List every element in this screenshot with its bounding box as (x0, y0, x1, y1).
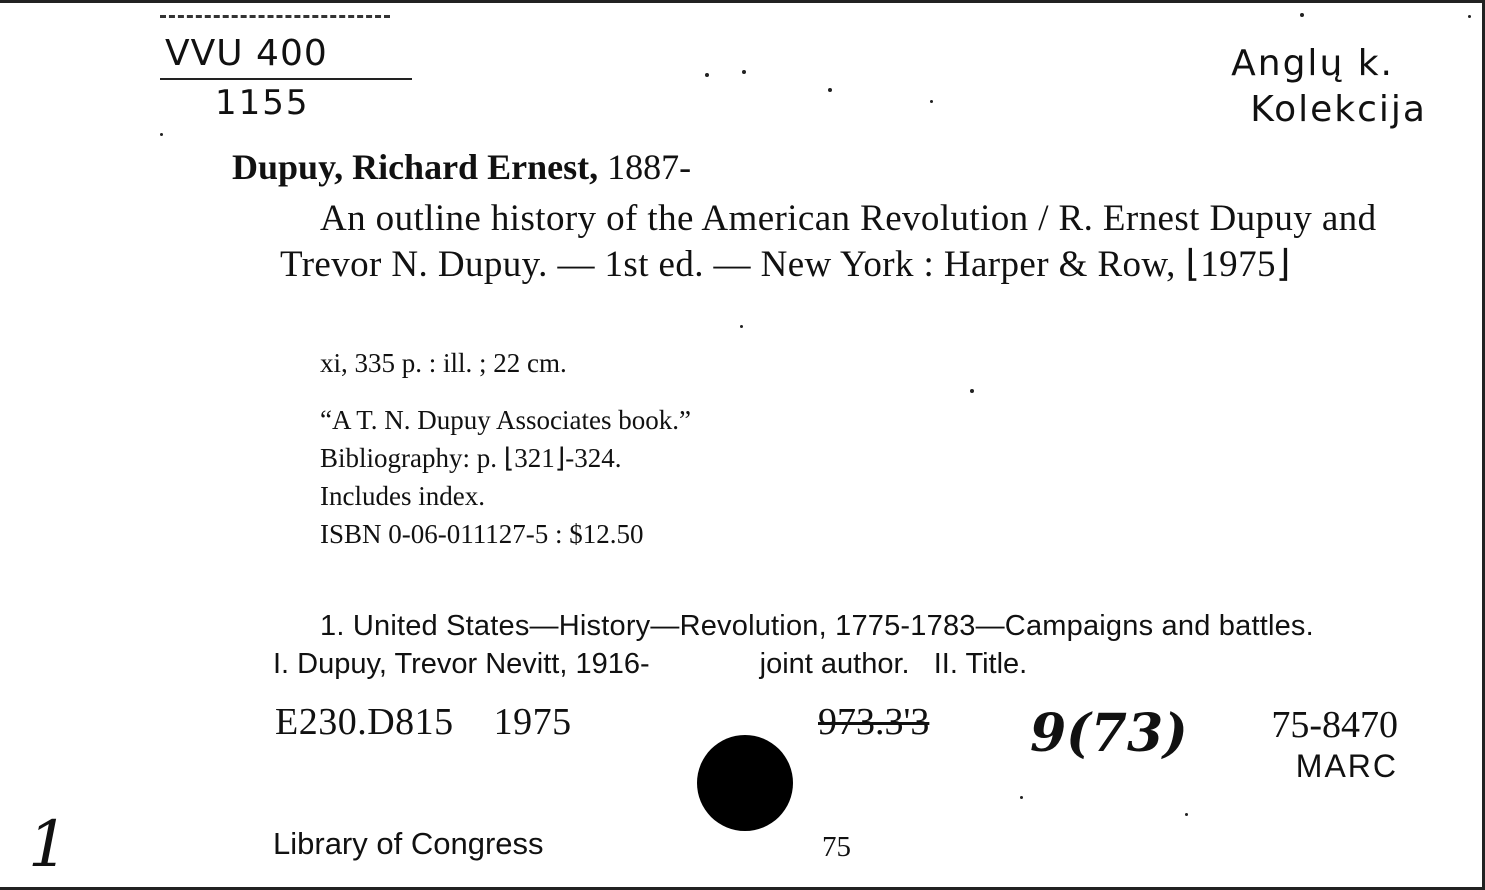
footer-year: 75 (822, 831, 851, 863)
author-name: Dupuy, Richard Ernest, (232, 147, 599, 187)
speck (1020, 796, 1023, 799)
speck (970, 389, 974, 393)
speck (1468, 15, 1471, 18)
speck (740, 325, 743, 328)
speck (160, 133, 163, 136)
added-entry-name: I. Dupuy, Trevor Nevitt, 1916- (273, 648, 650, 680)
collection-label: Kolekcija (1250, 89, 1427, 130)
call-number-line2: 1155 (215, 83, 310, 123)
footer-source: Library of Congress (273, 826, 544, 861)
lccn: 75-8470 (1271, 704, 1398, 746)
call-number-dash-rule (160, 15, 390, 18)
note-bibliography: Bibliography: p. ⌊321⌋-324. (320, 443, 622, 473)
speck (742, 70, 746, 74)
tracings (273, 607, 1413, 683)
speck (1185, 813, 1188, 816)
speck (828, 88, 832, 92)
added-entry-role: joint author. (759, 648, 910, 680)
lc-call-number: E230.D815 1975 (275, 701, 572, 743)
collation: xi, 335 p. : ill. ; 22 cm. (320, 348, 567, 378)
speck (1300, 13, 1304, 17)
author-dates: 1887- (607, 147, 692, 187)
marc-label: MARC (1295, 748, 1398, 784)
note-series: “A T. N. Dupuy Associates book.” (320, 405, 691, 435)
handwritten-class-number: 9(73) (1030, 703, 1188, 764)
main-entry (232, 146, 691, 188)
collection-language: Anglų k. (1231, 43, 1394, 84)
added-entries (273, 645, 1413, 683)
note-index: Includes index. (320, 481, 485, 511)
notes (320, 401, 691, 553)
margin-handwritten-mark: 1 (28, 808, 69, 882)
dewey-number-struck: 973.3'3 (818, 701, 930, 743)
note-isbn: ISBN 0-06-011127-5 : $12.50 (320, 519, 644, 549)
call-number-rule (160, 78, 412, 80)
subject-tracing: 1. United States—History—Revolution, 1775-1783—Campaigns and battles. (320, 610, 1314, 642)
speck (705, 73, 709, 77)
title-tracing: II. Title. (933, 648, 1028, 680)
speck (930, 100, 933, 103)
punch-hole (697, 735, 793, 831)
call-number-line1: VVU 400 (165, 33, 328, 74)
title-statement: An outline history of the American Revolution / R. Ernest Dupuy and Trevor N. Dupuy. — 1st ed. — New York : Harper & Row, ⌊1975⌋ (280, 198, 1377, 285)
